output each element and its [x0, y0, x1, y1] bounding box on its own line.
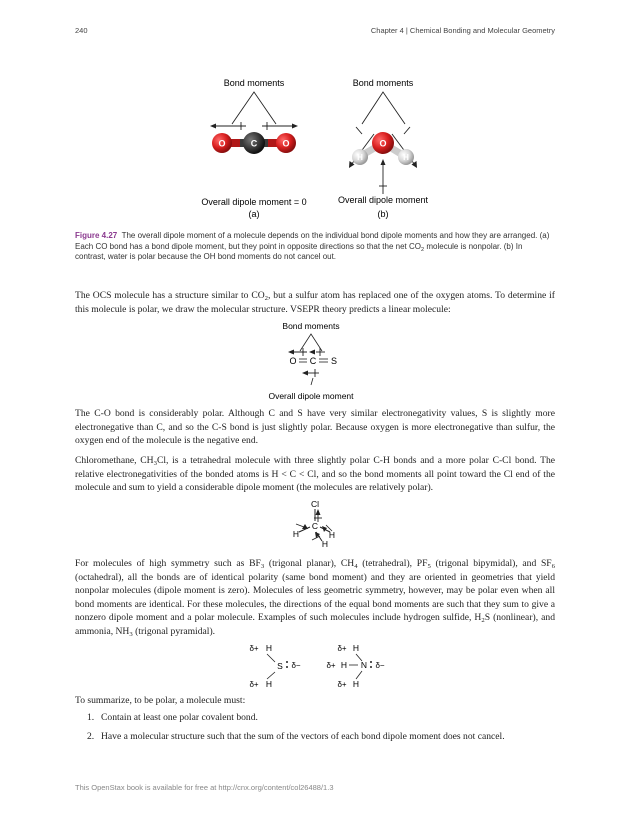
text-span: S (nonlinear), and ammonia, NH — [75, 612, 555, 637]
figure-caption-text-1: The overall dipole moment of a molecule depends on the individual bond dipole moments and how they are arranged. (a) Each CO bond has a bond dipole moment, but they point in opposite directions so that the net CO — [75, 231, 550, 251]
figure-4-27 — [0, 0, 630, 230]
ocs-s-label: S — [330, 356, 338, 366]
list-item-number: 1. — [87, 712, 95, 723]
subscript: 2 — [481, 617, 485, 624]
co2-overall-label: Overall dipole moment = 0 — [201, 197, 307, 207]
h2s-dplus-top: δ+ — [249, 644, 259, 653]
summary-intro: To summarize, to be polar, a molecule must: — [75, 695, 246, 706]
text-span: Chloromethane, CH — [75, 455, 154, 466]
h2o-h1-label: H — [357, 153, 363, 162]
h2o-diagram — [338, 78, 429, 219]
ocs-bond-moments-label: Bond moments — [282, 321, 340, 331]
chloro-h3-label: H — [321, 539, 329, 548]
text-span: (trigonal bipymidal), and SF — [430, 558, 552, 569]
co2-c-label: C — [250, 138, 258, 149]
h2s-dminus: δ− — [291, 661, 301, 670]
co2-diagram — [201, 78, 306, 219]
nh3-h-bottom: H — [352, 679, 360, 689]
nh3-dplus-bottom: δ+ — [337, 680, 347, 689]
chapter-title: Chapter 4 | Chemical Bonding and Molecular Geometry — [370, 26, 555, 35]
ocs-c-label: C — [309, 356, 317, 366]
h2s-h-bottom: H — [265, 679, 273, 689]
paragraph-co-bond: The C-O bond is considerably polar. Although C and S have very similar electronegativity values, S is slightly more electronegative than C, and so the C-S bond is just slightly polar. Because oxygen is more electronegative than sulfur, the oxygen end of the molecule is the negative end. — [75, 408, 555, 446]
paragraph-symmetry — [75, 557, 555, 638]
h2s-nh3-diagram — [0, 640, 630, 690]
list-item-text: Contain at least one polar covalent bond. — [101, 712, 258, 723]
subscript: 3 — [129, 630, 133, 638]
nh3-n: N — [360, 660, 368, 670]
ocs-overall-label: Overall dipole moment — [268, 391, 354, 401]
list-item — [75, 731, 505, 742]
subscript: 6 — [551, 563, 555, 570]
figure-caption-label: Figure 4.27 — [75, 231, 118, 240]
text-span: The OCS molecule has a structure similar to CO — [75, 290, 265, 301]
text-span: (tetrahedral), PF — [357, 558, 428, 569]
h2s-structure — [249, 643, 300, 689]
subscript: 4 — [354, 563, 358, 570]
subscript: 5 — [427, 563, 431, 570]
list-item-number: 2. — [87, 731, 95, 742]
text-span: (trigonal pyramidal). — [132, 625, 216, 637]
chloro-h1-label: H — [292, 529, 300, 539]
chloro-cl-label: Cl — [310, 499, 320, 509]
h2o-panel-label: (b) — [377, 209, 389, 219]
ocs-o-label: O — [289, 356, 297, 366]
h2s-h-top: H — [265, 643, 273, 653]
text-span: (trigonal planar), CH — [264, 558, 355, 569]
subscript: 3 — [153, 460, 157, 467]
nh3-h-top: H — [352, 643, 360, 653]
list-item — [75, 712, 258, 723]
figure-caption — [75, 231, 555, 263]
nh3-structure — [326, 643, 384, 689]
nh3-dplus-top: δ+ — [337, 644, 347, 653]
nh3-dminus: δ− — [375, 661, 385, 670]
h2s-dplus-bottom: δ+ — [249, 680, 259, 689]
chloro-c-label: C — [311, 521, 319, 531]
paragraph-chloromethane — [75, 454, 555, 495]
h2o-bond-moments-label: Bond moments — [352, 78, 414, 88]
co2-o2-label: O — [282, 138, 290, 149]
h2o-overall-label: Overall dipole moment — [337, 195, 429, 205]
text-span: For molecules of high symmetry such as BF — [75, 558, 261, 569]
paragraph-ocs — [75, 289, 555, 316]
co2-o1-label: O — [218, 138, 226, 149]
h2o-bond-moments-leader — [362, 92, 405, 124]
figure-caption-text-2: molecule is nonpolar. (b) In contrast, water is polar because the OH bond moments do not cancel out. — [75, 241, 523, 261]
nh3-h-mid: H — [340, 660, 348, 670]
text-span: (octahedral), all the bonds are of identical polarity (same bond moment) and they are oriented in geometries that yield nonpolar molecules (dipole moment is zero). Molecules of less geometric symmetry, however, may be polar even when all bond moments are identical. For these molecules, the directions of the equal bond moments are such that they sum to give a nonzero dipole moment and a polar molecule. Examples of such molecules include hydrogen sulfide, H — [75, 571, 555, 623]
page-number: 240 — [75, 26, 88, 35]
co2-bond-moments-label: Bond moments — [223, 78, 285, 88]
h2o-o-label: O — [379, 138, 387, 149]
subscript: 3 — [260, 563, 265, 570]
subscript: 2 — [264, 295, 269, 302]
figure-caption-sub: 2 — [421, 246, 425, 253]
chloromethane-diagram — [0, 496, 630, 548]
text-span: , but a sulfur atom has replaced one of the oxygen atoms. To determine if this molecule is polar, we draw the molecular structure. VSEPR theory predicts a linear molecule: — [75, 290, 555, 315]
co2-bond-moments-leader — [232, 92, 276, 124]
chloro-h2-label: H — [328, 530, 336, 540]
text-span: Cl, is a tetrahedral molecule with three slightly polar C-H bonds and a more polar C-Cl bond. The relative electronegativities of the bonded atoms is H < C < Cl, and so the bond moments all point toward the Cl end of the molecule and sum to yield a considerable dipole moment (the molecules are relatively polar). — [75, 455, 555, 493]
h2o-h2-label: H — [403, 153, 409, 162]
co2-panel-label: (a) — [248, 209, 260, 219]
list-item-text: Have a molecular structure such that the sum of the vectors of each bond dipole moment does not cancel. — [101, 731, 505, 742]
ocs-diagram — [0, 318, 630, 403]
footer-attribution: This OpenStax book is available for free at http://cnx.org/content/col26488/1.3 — [75, 783, 334, 792]
nh3-dplus-mid: δ+ — [326, 661, 336, 670]
h2s-s: S — [277, 661, 283, 671]
